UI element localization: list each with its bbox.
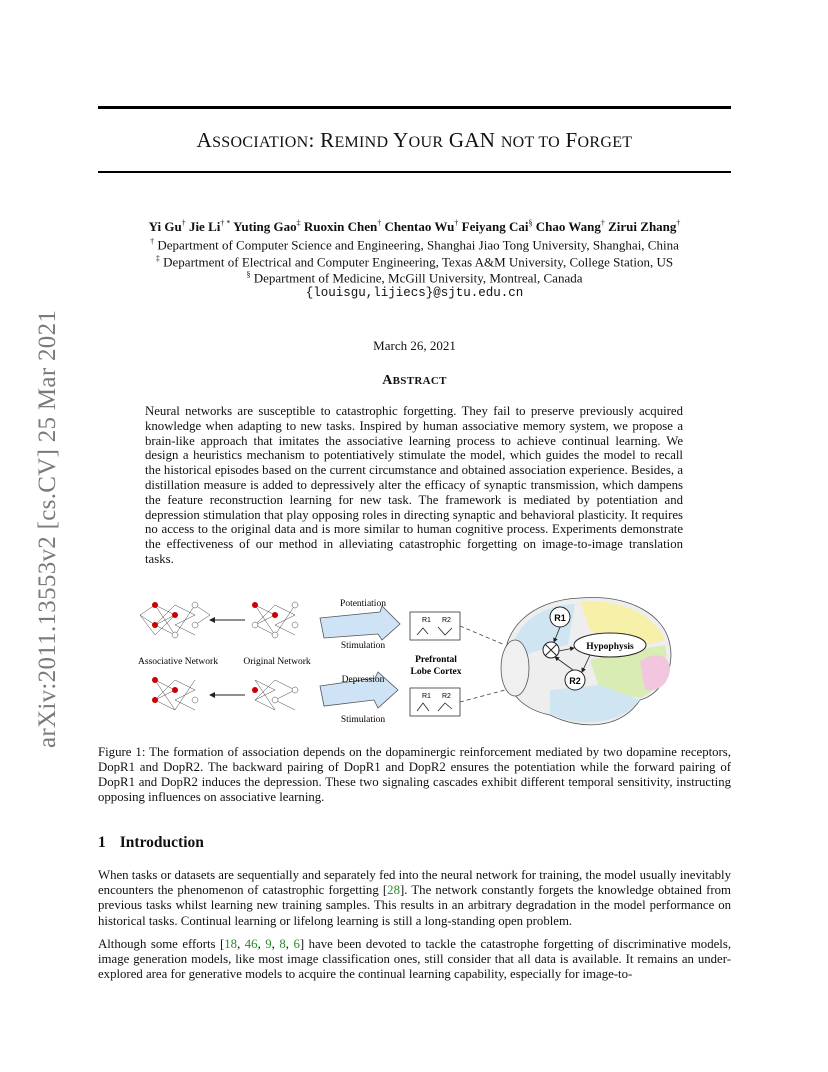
associative-network-top [140,602,210,638]
associative-network-bottom [152,677,198,710]
svg-text:R1: R1 [554,613,566,623]
figure-1 [120,590,690,740]
brain-illustration [501,598,671,725]
pfc-label: Prefrontal [415,655,457,665]
citation-link[interactable]: 46 [244,937,258,951]
svg-text:R2: R2 [442,693,451,700]
author-list [98,219,731,235]
citation-link[interactable]: 9 [265,937,272,951]
author: Ruoxin Chen† [303,219,382,235]
author: Chao Wang† [535,219,605,235]
title-bottom-rule [98,171,731,173]
author: Yuting Gao‡ [233,219,301,235]
potentiation-arrow [320,606,400,640]
affiliation: † Department of Computer Science and Engineering, Shanghai Jiao Tong University, Shanghai, China [150,237,679,253]
svg-text:R1: R1 [422,617,431,624]
author: Yi Gu† [148,219,186,235]
original-network-bottom [252,680,298,710]
original-network-top [252,602,298,638]
author: Feiyang Cai§ [461,219,533,235]
paper-title: ASSOCIATION: REMIND YOUR GAN NOT TO FORGET [196,128,633,152]
arxiv-identifier[interactable]: arXiv:2011.13553v2 [cs.CV] 25 Mar 2021 [34,309,61,748]
affiliation: § Department of Medicine, McGill University, Montreal, Canada [246,270,583,286]
author: Chentao Wu† [384,219,459,235]
section-heading: 1 Introduction [98,834,204,851]
svg-text:R1: R1 [422,693,431,700]
citation-link[interactable]: 8 [279,937,286,951]
svg-text:R2: R2 [569,676,581,686]
intro-paragraph-2: Although some efforts [18, 46, 9, 8, 6] have been devoted to tackle the catastrophe forgetting of discriminative models, image generation models, like most image classification ones, still consider that all data is available. It remains an under-explored area for generative models to acquire the continual learning capability, especially for image-to- [98,937,732,982]
signal-box-bottom [410,688,460,716]
potentiation-label: Potentiation [340,599,386,609]
affiliation: ‡ Department of Electrical and Computer Engineering, Texas A&M University, College Station, US [155,254,674,270]
svg-text:R2: R2 [442,617,451,624]
citation-link[interactable]: 18 [224,937,238,951]
stimulation-label: Stimulation [340,715,386,725]
depression-label: Depression [341,675,385,685]
stimulation-label: Stimulation [340,641,386,651]
figure-caption: Figure 1: The formation of association depends on the dopaminergic reinforcement mediated by two dopamine receptors, DopR1 and DopR2. The backward pairing of DopR1 and DopR2 ensures the potentiation while the forward pairing of DopR1 and DopR2 induces the depression. These two signaling cascades exhibit different temporal sensitivity, instructing opposing influences on associative learning. [98,745,731,804]
hypophysis-label: Hypophysis [586,642,634,652]
email[interactable]: {louisgu,lijiecs}@sjtu.edu.cn [305,286,524,300]
citation-link[interactable]: 6 [293,937,300,951]
author: Jie Li† * [188,219,231,235]
signal-box-top [410,612,460,640]
associative-network-label: Associative Network [138,657,218,667]
abstract-heading: ABSTRACT [382,373,447,388]
abstract-text: Neural networks are susceptible to catastrophic forgetting. They fail to preserve previously acquired knowledge when adapting to new tasks. Inspired by human associative memory system, we propose a brain-like approach that imitates the associative learning process to achieve continual learning. We design a heuristics mechanism to potentiatively stimulate the model, which guides the model to recall the historical episodes based on the current circumstance and obtained association experience. Besides, a distillation measure is added to depressively alter the efficacy of synaptic transmission, which dampens the feature reconstruction learning for new task. The framework is mediated by potentiation and depression stimulation that play opposing roles in directing synaptic and behavioral plasticity. It requires no access to the original data and is more similar to human cognitive process. Experiments demonstrate the effectiveness of our method in alleviating catastrophic forgetting on image-to-image translation tasks. [145,404,683,566]
citation-link[interactable]: 28 [387,883,400,898]
original-network-label: Original Network [243,657,311,667]
pfc-label: Lobe Cortex [410,667,462,677]
author: Zirui Zhang† [608,219,681,235]
date: March 26, 2021 [373,338,456,353]
top-rule [98,106,731,109]
intro-paragraph-1: When tasks or datasets are sequentially and separately fed into the neural network for training, the model usually inevitably encounters the phenomenon of catastrophic forgetting [28]. The network constantly forgets the knowledge obtained from previous tasks whilst learning new training samples. This results in an arbitrary degradation in the model performance on historical tasks. Continual learning or lifelong learning is still a long-standing open problem. [98,868,732,928]
